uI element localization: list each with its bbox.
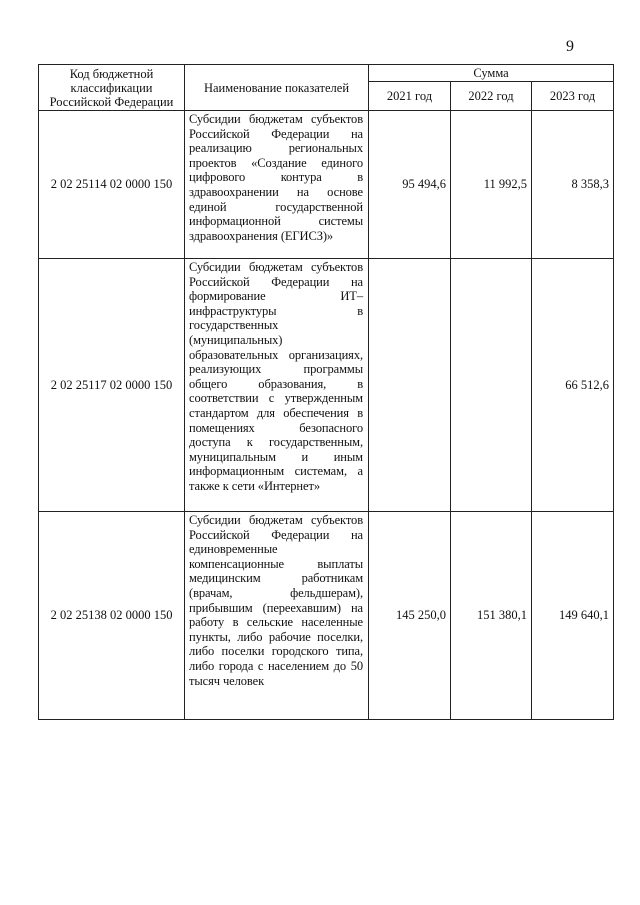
row-code: 2 02 25114 02 0000 150 [39,111,185,259]
header-name: Наименование показателей [185,65,369,111]
header-year-2022: 2022 год [451,82,532,111]
row-code: 2 02 25138 02 0000 150 [39,512,185,720]
row-value-2021 [369,259,451,512]
header-year-2023: 2023 год [532,82,614,111]
table-row [39,259,614,512]
header-code: Код бюджетной классификации Российской Федерации [39,65,185,111]
page-number: 9 [566,38,574,55]
budget-table [38,64,614,720]
row-value-2021: 145 250,0 [369,512,451,720]
row-value-2021: 95 494,6 [369,111,451,259]
row-value-2022: 151 380,1 [451,512,532,720]
row-value-2022 [451,259,532,512]
row-name: Субсидии бюджетам субъектов Российской Федерации на формирование ИТ–инфраструктуры в государственных (муниципальных) образовательных организациях, реализующих программы общего образования, в соответствии с утвержденным стандартом для обеспечения в помещениях безопасного доступа к государственным, муниципальным и иным информационным системам, а также к сети «Интернет» [185,259,369,512]
table-row [39,512,614,720]
row-value-2023: 66 512,6 [532,259,614,512]
row-name: Субсидии бюджетам субъектов Российской Федерации на единовременные компенсационные выплаты медицинским работникам (врачам, фельдшерам), прибывшим (переехавшим) на работу в сельские населенные пункты, либо рабочие поселки, либо поселки городского типа, либо города с населением до 50 тысяч человек [185,512,369,720]
row-value-2023: 8 358,3 [532,111,614,259]
row-value-2022: 11 992,5 [451,111,532,259]
header-sum: Сумма [369,65,614,82]
table-row [39,111,614,259]
row-name: Субсидии бюджетам субъектов Российской Федерации на реализацию региональных проектов «Создание единого цифрового контура в здравоохранении на основе единой государственной информационной системы здравоохранения (ЕГИСЗ)» [185,111,369,259]
header-year-2021: 2021 год [369,82,451,111]
row-code: 2 02 25117 02 0000 150 [39,259,185,512]
row-value-2023: 149 640,1 [532,512,614,720]
